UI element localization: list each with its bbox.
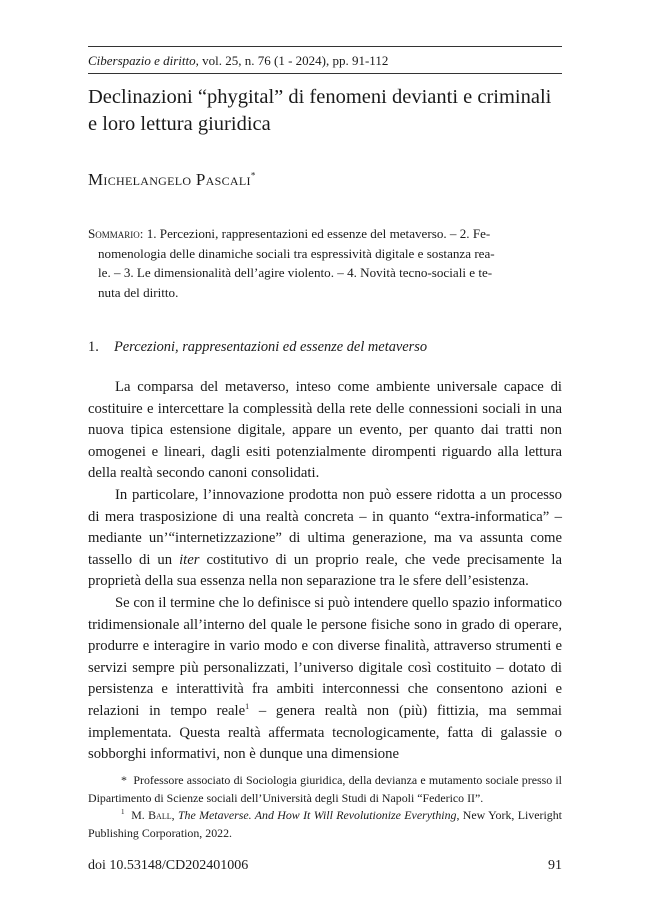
footnote-1-sep: , bbox=[171, 808, 178, 822]
footnote-star bbox=[88, 772, 562, 807]
author-name bbox=[88, 170, 256, 190]
footnote-ref-1[interactable]: 1 bbox=[245, 702, 250, 712]
summary-line-2: nomenologia delle dinamiche sociali tra espressività digitale e sostanza rea- bbox=[98, 245, 495, 261]
footnote-1-author: M. Ball bbox=[131, 808, 172, 822]
author-name-text: Michelangelo Pascali bbox=[88, 170, 251, 189]
paragraph-2-iter: iter bbox=[179, 551, 200, 568]
footnotes bbox=[88, 772, 562, 842]
paper-page bbox=[88, 0, 562, 922]
summary-label: Sommario: bbox=[88, 226, 144, 241]
paragraph-2-text-b: costitutivo di un proprio reale, che vede precisamente la proprietà della sua essenza nella non separazione tra le sfere dell’esistenza. bbox=[88, 551, 562, 590]
doi[interactable]: doi 10.53148/CD202401006 bbox=[88, 858, 249, 873]
author-footnote-mark[interactable]: * bbox=[250, 170, 256, 181]
journal-citation: , vol. 25, n. 76 (1 - 2024), pp. 91-112 bbox=[195, 53, 389, 68]
footnote-star-mark: * bbox=[121, 773, 127, 787]
summary-line-1: 1. Percezioni, rappresentazioni ed essenze del metaverso. – 2. Fe- bbox=[143, 226, 491, 241]
paragraph-1: La comparsa del metaverso, inteso come ambiente universale capace di costituire e intercettare la complessità della rete delle connessioni sociali in una nuova tipica estensione digitale, appare un evento, per quanto dai tratti non omogenei e lineari, dagli esiti potenzialmente dirompenti riguardo alla lettura della realtà secondo canoni consolidati. bbox=[88, 379, 562, 482]
journal-name: Ciberspazio e diritto bbox=[88, 53, 196, 68]
header-bottom-rule bbox=[88, 73, 562, 74]
summary bbox=[88, 224, 562, 302]
summary-line-3: le. – 3. Le dimensionalità dell’agire violento. – 4. Novità tecno-sociali e te- bbox=[98, 265, 493, 280]
header-top-rule bbox=[88, 46, 562, 47]
section-title: Percezioni, rappresentazioni ed essenze del metaverso bbox=[114, 339, 428, 355]
footnote-1-title: The Metaverse. And How It Will Revolutionize Everything bbox=[177, 808, 457, 822]
running-header bbox=[88, 53, 388, 69]
footnote-1 bbox=[88, 807, 562, 842]
section-number: 1. bbox=[88, 339, 99, 355]
body-text bbox=[88, 377, 562, 766]
summary-line-4: nuta del diritto. bbox=[98, 284, 179, 300]
footnote-1-mark: 1 bbox=[121, 808, 125, 817]
paragraph-2 bbox=[88, 485, 562, 593]
section-heading bbox=[88, 339, 427, 356]
paragraph-3-text-a: Se con il termine che lo definisce si può intendere quello spazio informatico tridimensionale all’interno del quale le persone fisiche sono in grado di operare, produrre e interagire in vario modo e con diverse finalità, attraverso strumenti e servizi sempre più personalizzati, l’universo digitale così costituito – dotato di persistenza e interattività fra ambiti interconnessi che consentono azioni e relazioni in tempo reale bbox=[88, 594, 563, 719]
paragraph-3-text-b: – genera realtà non (più) fittizia, ma semmai implementata. Questa realtà affermata tecnologicamente, fatta di galassie o sobborghi informativi, non è dunque una dimensione bbox=[88, 702, 562, 763]
article-title: Declinazioni “phygital” di fenomeni devianti e criminali e loro lettura giuridica bbox=[88, 86, 552, 135]
footnote-1-rest: , New York, Liveright Publishing Corporation, 2022. bbox=[88, 808, 562, 840]
footnote-star-text: Professore associato di Sociologia giuridica, della devianza e mutamento sociale presso il Dipartimento di Scienze sociali dell’Università degli Studi di Napoli “Federico II”. bbox=[88, 773, 562, 805]
paragraph-3 bbox=[88, 593, 562, 766]
paragraph-2-text-a: In particolare, l’innovazione prodotta non può essere ridotta a un processo di mera trasposizione di una realtà concreta – in quanto “extra-informatica” – mediante un’“internetizzazione” di ultima generazione, ma va assunta come tassello di un bbox=[88, 486, 562, 568]
page-number: 91 bbox=[548, 858, 562, 873]
